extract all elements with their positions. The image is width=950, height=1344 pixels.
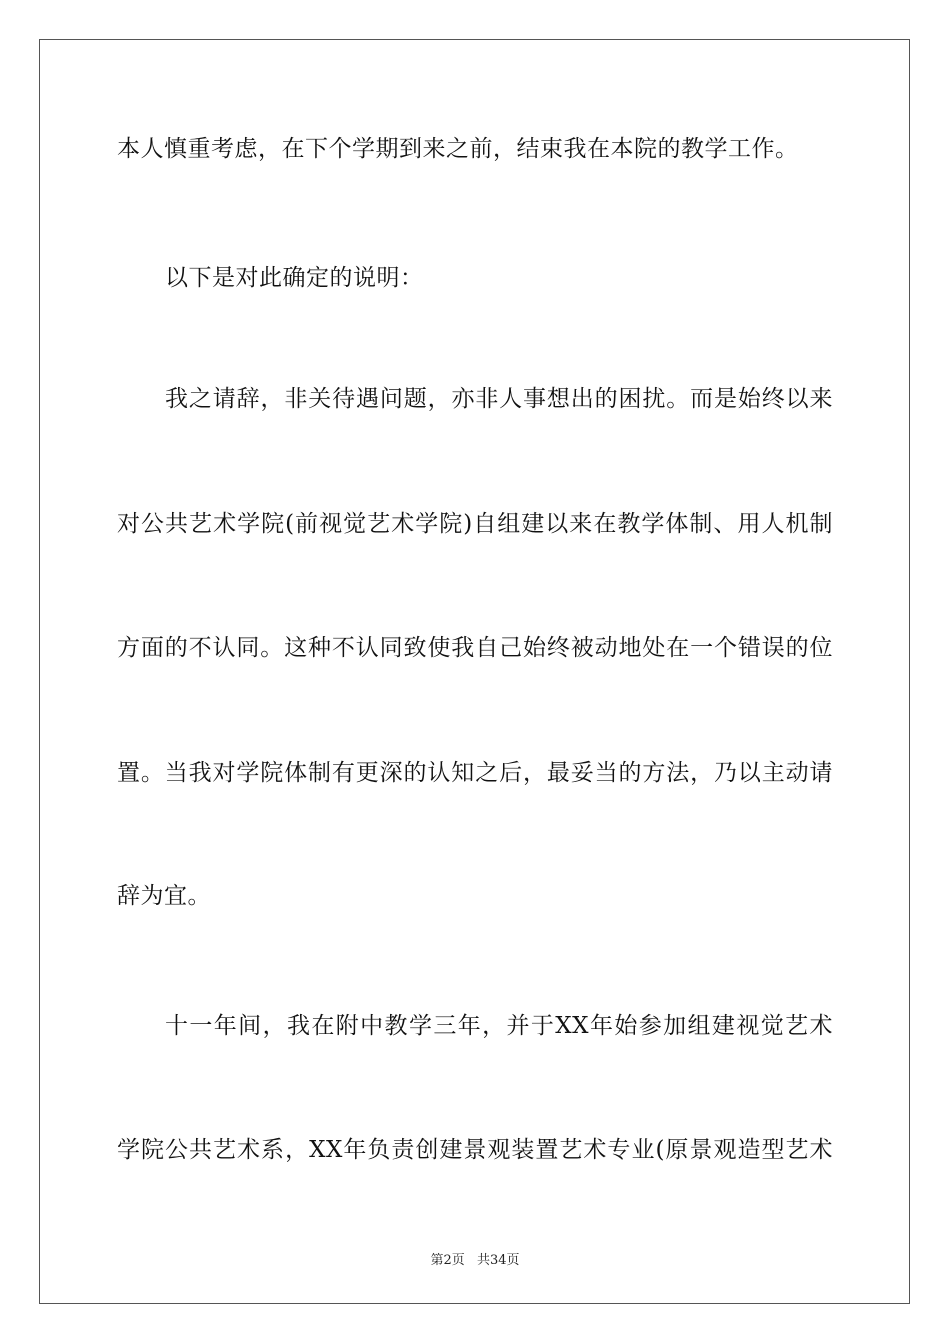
paragraph-line-9: 学院公共艺术系，XX年负责创建景观装置艺术专业(原景观造型艺术 <box>117 1137 833 1163</box>
paragraph-line-6: 置。当我对学院体制有更深的认知之后，最妥当的方法，乃以主动请 <box>117 760 833 786</box>
page-frame <box>39 39 910 1304</box>
page-total: 共34页 <box>476 1253 520 1268</box>
paragraph-line-2: 以下是对此确定的说明： <box>165 265 424 291</box>
paragraph-line-3: 我之请辞，非关待遇问题，亦非人事想出的困扰。而是始终以来 <box>165 386 833 412</box>
paragraph-line-5: 方面的不认同。这种不认同致使我自己始终被动地处在一个错误的位 <box>117 635 833 661</box>
paragraph-line-8: 十一年间，我在附中教学三年，并于XX年始参加组建视觉艺术 <box>165 1013 833 1039</box>
page-footer <box>0 1249 950 1268</box>
paragraph-line-1: 本人慎重考虑，在下个学期到来之前，结束我在本院的教学工作。 <box>117 136 799 162</box>
paragraph-line-4: 对公共艺术学院(前视觉艺术学院)自组建以来在教学体制、用人机制 <box>117 511 833 537</box>
paragraph-line-7: 辞为宜。 <box>117 883 211 909</box>
page-number: 第2页 <box>430 1253 465 1268</box>
